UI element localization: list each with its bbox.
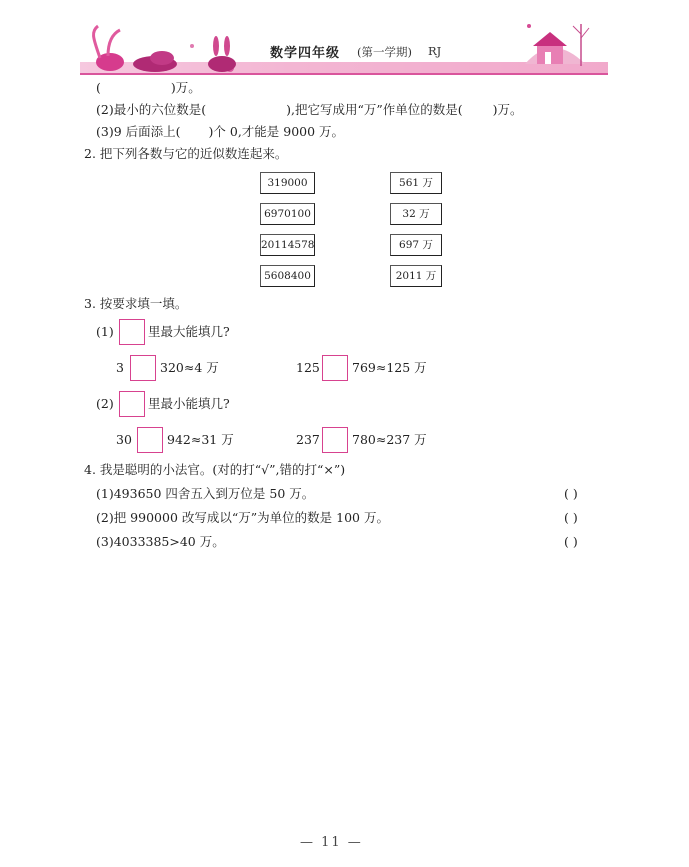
q1-line3: (3)9 后面添上( )个 0,才能是 9000 万。 [96, 124, 345, 139]
bunny-icon [200, 34, 245, 74]
left-number-box[interactable]: 319000 [260, 172, 315, 194]
fill-box[interactable] [119, 391, 145, 417]
q3-part2-prompt: 里最小能填几? [148, 396, 230, 411]
header-title: 数学四年级 [270, 46, 341, 61]
digit-fill-box[interactable] [130, 355, 156, 381]
answer-paren[interactable]: ( ) [564, 510, 578, 525]
right-number-box[interactable]: 2011 万 [390, 265, 442, 287]
left-number-box[interactable]: 20114578 [260, 234, 315, 256]
left-number-box[interactable]: 5608400 [260, 265, 315, 287]
q4-title: 4. 我是聪明的小法官。(对的打“√”,错的打“×”) [84, 462, 346, 477]
q3-part1-label: (1) [96, 324, 114, 339]
q3-p1-item2-before: 125 [296, 360, 320, 375]
q1-line0: ( )万。 [96, 80, 201, 95]
digit-fill-box[interactable] [137, 427, 163, 453]
q3-part1-prompt: 里最大能填几? [148, 324, 230, 339]
answer-paren[interactable]: ( ) [564, 534, 578, 549]
digit-fill-box[interactable] [322, 355, 348, 381]
header-subtitle: (第一学期) [357, 45, 412, 59]
header-edition: RJ [428, 44, 442, 58]
right-number-box[interactable]: 697 万 [390, 234, 442, 256]
q3-p1-item2-after: 769≈125 万 [352, 360, 427, 375]
q4-item-3: (3)4033385>40 万。 [96, 534, 225, 549]
digit-fill-box[interactable] [322, 427, 348, 453]
q3-p1-item1-after: 320≈4 万 [160, 360, 219, 375]
q3-p1-item1-before: 3 [116, 360, 124, 375]
page-number: — 11 — [300, 835, 363, 850]
header-decoration-right [505, 14, 605, 74]
q4-item-2: (2)把 990000 改写成以“万”为单位的数是 100 万。 [96, 510, 389, 525]
q3-title: 3. 按要求填一填。 [84, 296, 188, 311]
q1-line2: (2)最小的六位数是( ),把它写成用“万”作单位的数是( )万。 [96, 102, 523, 117]
right-number-box[interactable]: 561 万 [390, 172, 442, 194]
q4-item-1: (1)493650 四舍五入到万位是 50 万。 [96, 486, 315, 501]
left-number-box[interactable]: 6970100 [260, 203, 315, 225]
q3-p2-item1-before: 30 [116, 432, 132, 447]
q2-title: 2. 把下列各数与它的近似数连起来。 [84, 146, 288, 161]
answer-paren[interactable]: ( ) [564, 486, 578, 501]
q3-p2-item1-after: 942≈31 万 [167, 432, 234, 447]
q3-p2-item2-before: 237 [296, 432, 320, 447]
right-number-box[interactable]: 32 万 [390, 203, 442, 225]
q3-p2-item2-after: 780≈237 万 [352, 432, 427, 447]
fill-box[interactable] [119, 319, 145, 345]
q3-part2-label: (2) [96, 396, 114, 411]
